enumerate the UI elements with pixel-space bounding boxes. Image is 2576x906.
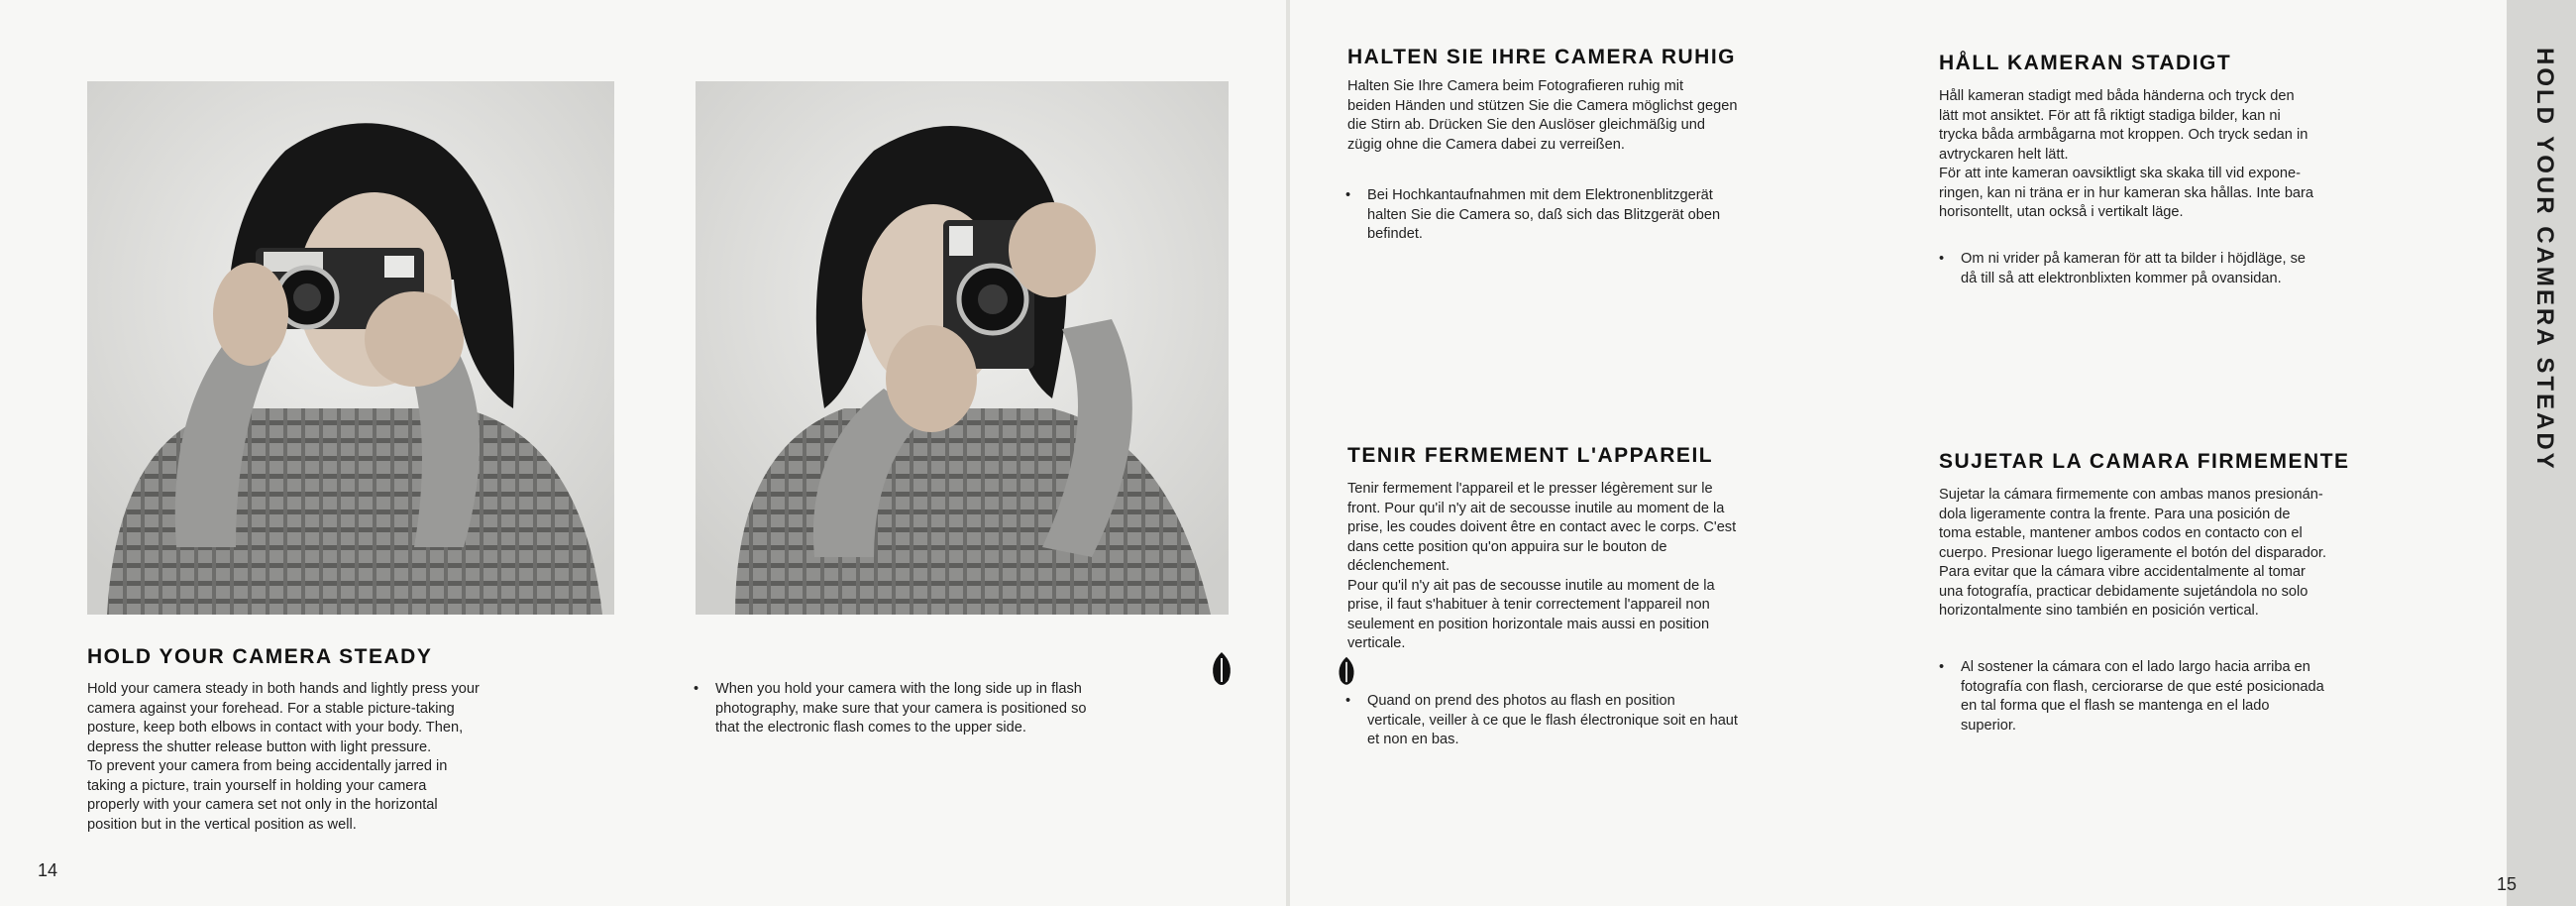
bullet-spanish-text: Al sostener la cámara con el lado largo hacia arriba en fotografía con flash, cerciorarse de que esté posicionada en tal forma que el flash se mantenga en el lado superior.	[1961, 659, 2324, 734]
body-german: Halten Sie Ihre Camera beim Fotografieren ruhig mit beiden Händen und stützen Sie die Camera möglichst gegen die Stirn ab. Drücken Sie den Auslöser gleichmäßig und zügig ohne die Camera dabei zu verreißen.	[1347, 78, 1738, 153]
bullet-icon: •	[1345, 187, 1351, 203]
side-tab	[2507, 0, 2576, 906]
page-number-right: 15	[2497, 874, 2518, 894]
body-english: Hold your camera steady in both hands and lightly press your camera against your forehead. For a stable picture-taking posture, keep both elbows in contact with your body. Then, depress the shutter release button with light pressure. To prevent your camera from being accidentally jarred in taking a picture, train yourself in holding your camera properly with your camera set not only in the horizontal position but in the vertical position as well.	[87, 681, 480, 833]
bullet-english-text: When you hold your camera with the long side up in flash photography, make sure that your camera is positioned so that the electronic flash comes to the upper side.	[715, 681, 1087, 736]
bullet-icon: •	[1345, 693, 1351, 709]
photo-vertical-hold-image	[696, 81, 1229, 615]
bullet-icon: •	[1939, 659, 1945, 675]
bullet-german	[1345, 186, 1888, 245]
bullet-french	[1345, 692, 1888, 750]
body-spanish: Sujetar la cámara firmemente con ambas manos presionán- dola ligeramente contra la frente. Para una posición de toma estable, mantener ambos codos en contacto con el cuerpo. Presionar luego ligeramente el botón del disparador. Para evitar que la cámara vibre accidentalmente al tomar una fotografía, practicar debidamente sujetándola no solo horizontalmente sino también en posición vertical.	[1939, 487, 2327, 619]
heading-french: TENIR FERMEMENT L'APPAREIL	[1347, 444, 1714, 467]
photo-horizontal-hold	[87, 81, 614, 615]
heading-english: HOLD YOUR CAMERA STEADY	[87, 645, 433, 668]
bullet-icon: •	[1939, 251, 1945, 267]
bullet-english	[694, 680, 1248, 738]
photo-vertical-hold	[696, 81, 1229, 615]
heading-swedish: HÅLL KAMERAN STADIGT	[1939, 52, 2232, 74]
flash-leaf-icon	[1336, 654, 1357, 690]
bullet-swedish-text: Om ni vrider på kameran för att ta bilder i höjdläge, se då till så att elektronblixten kommer på ovansidan.	[1961, 251, 2306, 286]
bullet-swedish	[1939, 250, 2492, 288]
bullet-german-text: Bei Hochkantaufnahmen mit dem Elektronenblitzgerät halten Sie die Camera so, daß sich das Blitzgerät oben befindet.	[1367, 187, 1721, 242]
heading-spanish: SUJETAR LA CAMARA FIRMEMENTE	[1939, 450, 2350, 473]
body-swedish: Håll kameran stadigt med båda händerna och tryck den lätt mot ansiktet. För att få riktigt stadiga bilder, kan ni trycka båda armbågarna mot kroppen. Och tryck sedan in avtryckaren helt lätt. För att inte kameran oavsiktligt ska skaka till vid expone- ringen, kan ni träna er in hur kameran ska hållas. Inte bara horisontellt, utan också i vertikalt läge.	[1939, 88, 2314, 220]
body-french: Tenir fermement l'appareil et le presser légèrement sur le front. Pour qu'il n'y ait de secousse inutile au moment de la prise, les coudes doivent être en contact avec le corps. C'est dans cette position qu'on appuira sur le bouton de déclenchement. Pour qu'il n'y ait pas de secousse inutile au moment de la prise, il faut s'habituer à tenir correctement l'appareil non seulement en position horizontale mais aussi en position verticale.	[1347, 481, 1737, 651]
page-number-left: 14	[38, 860, 58, 880]
bullet-french-text: Quand on prend des photos au flash en position verticale, veiller à ce que le flash électronique soit en haut et non en bas.	[1367, 693, 1738, 747]
right-page	[1290, 0, 2576, 906]
side-tab-label: HOLD YOUR CAMERA STEADY	[2531, 48, 2558, 472]
flash-leaf-icon	[1209, 650, 1234, 690]
bullet-spanish	[1939, 658, 2492, 736]
left-page	[0, 0, 1287, 906]
heading-german: HALTEN SIE IHRE CAMERA RUHIG	[1347, 46, 1737, 68]
bullet-icon: •	[694, 681, 699, 697]
photo-horizontal-hold-image	[87, 81, 614, 615]
